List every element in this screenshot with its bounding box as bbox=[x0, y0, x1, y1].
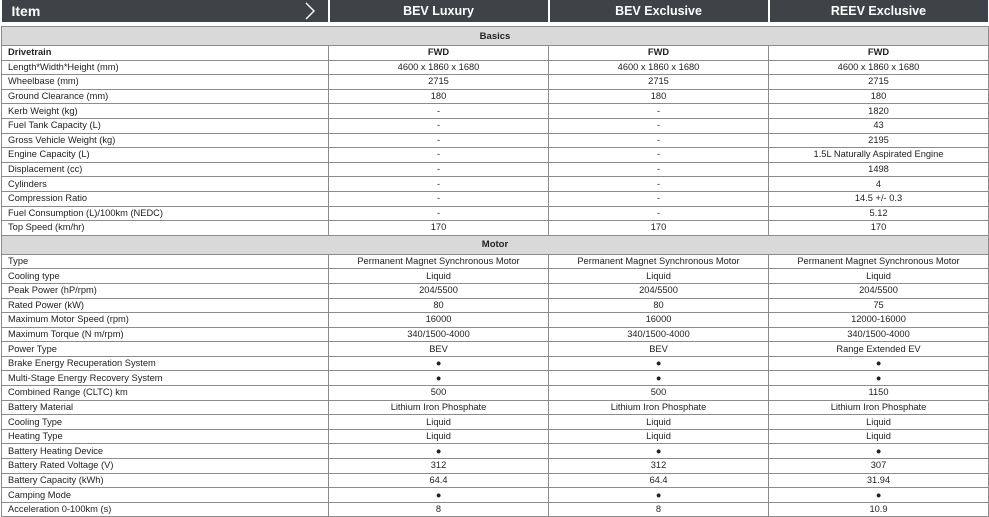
row-value: ● bbox=[769, 356, 989, 371]
row-label: Peak Power (hP/rpm) bbox=[2, 283, 329, 298]
row-value: 64.4 bbox=[549, 473, 769, 488]
row-value: 8 bbox=[549, 502, 769, 517]
row-label: Cooling type bbox=[2, 269, 329, 284]
row-label: Maximum Motor Speed (rpm) bbox=[2, 313, 329, 328]
table-row bbox=[2, 162, 989, 177]
table-row bbox=[2, 502, 989, 517]
row-value: 43 bbox=[769, 118, 989, 133]
table-row bbox=[2, 415, 989, 430]
row-value: BEV bbox=[549, 342, 769, 357]
row-label: Brake Energy Recuperation System bbox=[2, 356, 329, 371]
row-label: Acceleration 0-100km (s) bbox=[2, 502, 329, 517]
row-value: Liquid bbox=[329, 269, 549, 284]
table-row bbox=[2, 148, 989, 163]
table-row bbox=[2, 313, 989, 328]
row-value: 4 bbox=[769, 177, 989, 192]
row-value: 16000 bbox=[329, 313, 549, 328]
row-value: 204/5500 bbox=[549, 283, 769, 298]
table-row bbox=[2, 298, 989, 313]
table-row bbox=[2, 444, 989, 459]
table-row bbox=[2, 206, 989, 221]
row-label: Top Speed (km/hr) bbox=[2, 221, 329, 236]
section-title: Motor bbox=[2, 235, 989, 254]
row-value: 204/5500 bbox=[329, 283, 549, 298]
row-value: ● bbox=[329, 444, 549, 459]
row-value: FWD bbox=[769, 46, 989, 61]
table-row bbox=[2, 75, 989, 90]
row-value: - bbox=[549, 177, 769, 192]
row-value: ● bbox=[549, 356, 769, 371]
row-value: - bbox=[329, 206, 549, 221]
row-value: ● bbox=[549, 444, 769, 459]
table-row bbox=[2, 191, 989, 206]
row-value: 80 bbox=[329, 298, 549, 313]
row-value: ● bbox=[329, 371, 549, 386]
row-value: ● bbox=[769, 488, 989, 503]
row-value: Liquid bbox=[549, 269, 769, 284]
row-label: Compression Ratio bbox=[2, 191, 329, 206]
table-row bbox=[2, 133, 989, 148]
row-label: Cooling Type bbox=[2, 415, 329, 430]
row-label: Camping Mode bbox=[2, 488, 329, 503]
row-label: Type bbox=[2, 254, 329, 269]
table-body bbox=[2, 22, 989, 517]
row-value: 180 bbox=[549, 89, 769, 104]
table-row bbox=[2, 386, 989, 401]
row-value: FWD bbox=[549, 46, 769, 61]
row-label: Combined Range (CLTC) km bbox=[2, 386, 329, 401]
row-value: - bbox=[549, 104, 769, 119]
row-label: Ground Clearance (mm) bbox=[2, 89, 329, 104]
row-value: 2715 bbox=[769, 75, 989, 90]
row-value: - bbox=[549, 191, 769, 206]
row-value: 170 bbox=[329, 221, 549, 236]
column-header-reev-exclusive: REEV Exclusive bbox=[769, 0, 989, 22]
row-value: 75 bbox=[769, 298, 989, 313]
row-value: - bbox=[549, 148, 769, 163]
row-value: Lithium Iron Phosphate bbox=[329, 400, 549, 415]
row-label: Engine Capacity (L) bbox=[2, 148, 329, 163]
table-row bbox=[2, 371, 989, 386]
row-value: - bbox=[549, 118, 769, 133]
row-value: 10.9 bbox=[769, 502, 989, 517]
row-value: 500 bbox=[549, 386, 769, 401]
row-value: 12000-16000 bbox=[769, 313, 989, 328]
row-value: 4600 x 1860 x 1680 bbox=[329, 60, 549, 75]
table-row bbox=[2, 254, 989, 269]
row-value: Liquid bbox=[549, 429, 769, 444]
row-value: ● bbox=[769, 371, 989, 386]
row-value: 31.94 bbox=[769, 473, 989, 488]
row-value: 1498 bbox=[769, 162, 989, 177]
column-header-bev-exclusive: BEV Exclusive bbox=[549, 0, 769, 22]
table-row bbox=[2, 46, 989, 61]
row-value: 8 bbox=[329, 502, 549, 517]
table-row bbox=[2, 221, 989, 236]
row-value: Liquid bbox=[769, 429, 989, 444]
row-value: Lithium Iron Phosphate bbox=[549, 400, 769, 415]
row-value: 16000 bbox=[549, 313, 769, 328]
item-column-header bbox=[2, 0, 329, 22]
row-value: 204/5500 bbox=[769, 283, 989, 298]
row-value: - bbox=[549, 206, 769, 221]
row-value: - bbox=[329, 118, 549, 133]
row-value: BEV bbox=[329, 342, 549, 357]
row-value: - bbox=[329, 148, 549, 163]
table-header bbox=[2, 0, 989, 22]
row-value: 340/1500-4000 bbox=[549, 327, 769, 342]
table-row bbox=[2, 89, 989, 104]
table-row bbox=[2, 459, 989, 474]
item-label: Item bbox=[11, 3, 41, 19]
row-label: Displacement (cc) bbox=[2, 162, 329, 177]
row-label: Length*Width*Height (mm) bbox=[2, 60, 329, 75]
row-value: - bbox=[549, 133, 769, 148]
row-value: - bbox=[329, 162, 549, 177]
row-label: Maximum Torque (N m/rpm) bbox=[2, 327, 329, 342]
row-label: Battery Material bbox=[2, 400, 329, 415]
row-value: Liquid bbox=[549, 415, 769, 430]
row-value: ● bbox=[549, 371, 769, 386]
row-label: Power Type bbox=[2, 342, 329, 357]
row-value: 312 bbox=[549, 459, 769, 474]
row-value: Liquid bbox=[769, 269, 989, 284]
row-value: 307 bbox=[769, 459, 989, 474]
row-label: Rated Power (kW) bbox=[2, 298, 329, 313]
row-label: Wheelbase (mm) bbox=[2, 75, 329, 90]
row-value: 340/1500-4000 bbox=[769, 327, 989, 342]
row-label: Battery Rated Voltage (V) bbox=[2, 459, 329, 474]
spec-table bbox=[1, 0, 989, 517]
row-value: Permanent Magnet Synchronous Motor bbox=[329, 254, 549, 269]
row-value: - bbox=[329, 133, 549, 148]
row-value: Liquid bbox=[329, 429, 549, 444]
row-label: Heating Type bbox=[2, 429, 329, 444]
row-value: - bbox=[329, 104, 549, 119]
column-header-bev-luxury: BEV Luxury bbox=[329, 0, 549, 22]
table-row bbox=[2, 269, 989, 284]
table-row bbox=[2, 177, 989, 192]
row-value: 2715 bbox=[329, 75, 549, 90]
row-value: ● bbox=[329, 488, 549, 503]
table-row bbox=[2, 118, 989, 133]
row-value: - bbox=[549, 162, 769, 177]
row-value: ● bbox=[329, 356, 549, 371]
row-value: Liquid bbox=[329, 415, 549, 430]
row-value: Permanent Magnet Synchronous Motor bbox=[549, 254, 769, 269]
row-value: 1.5L Naturally Aspirated Engine bbox=[769, 148, 989, 163]
table-row bbox=[2, 104, 989, 119]
section-title: Basics bbox=[2, 27, 989, 46]
row-value: 1150 bbox=[769, 386, 989, 401]
row-value: 340/1500-4000 bbox=[329, 327, 549, 342]
chevron-right-icon bbox=[304, 2, 316, 20]
row-label: Gross Vehicle Weight (kg) bbox=[2, 133, 329, 148]
row-label: Cylinders bbox=[2, 177, 329, 192]
row-value: Range Extended EV bbox=[769, 342, 989, 357]
row-value: 2715 bbox=[549, 75, 769, 90]
row-label: Drivetrain bbox=[2, 46, 329, 61]
row-value: FWD bbox=[329, 46, 549, 61]
row-value: 170 bbox=[769, 221, 989, 236]
row-value: Liquid bbox=[769, 415, 989, 430]
row-value: Lithium Iron Phosphate bbox=[769, 400, 989, 415]
row-value: 64.4 bbox=[329, 473, 549, 488]
row-label: Fuel Consumption (L)/100km (NEDC) bbox=[2, 206, 329, 221]
section-header-basics bbox=[2, 27, 989, 46]
row-value: ● bbox=[769, 444, 989, 459]
table-row bbox=[2, 488, 989, 503]
row-label: Battery Capacity (kWh) bbox=[2, 473, 329, 488]
row-value: 180 bbox=[769, 89, 989, 104]
row-value: 4600 x 1860 x 1680 bbox=[769, 60, 989, 75]
table-row bbox=[2, 473, 989, 488]
section-header-motor bbox=[2, 235, 989, 254]
row-value: 80 bbox=[549, 298, 769, 313]
row-label: Battery Heating Device bbox=[2, 444, 329, 459]
table-row bbox=[2, 342, 989, 357]
row-label: Multi-Stage Energy Recovery System bbox=[2, 371, 329, 386]
row-value: 14.5 +/- 0.3 bbox=[769, 191, 989, 206]
table-row bbox=[2, 60, 989, 75]
table-row bbox=[2, 327, 989, 342]
table-row bbox=[2, 356, 989, 371]
row-value: 4600 x 1860 x 1680 bbox=[549, 60, 769, 75]
row-value: ● bbox=[549, 488, 769, 503]
row-value: 170 bbox=[549, 221, 769, 236]
table-row bbox=[2, 283, 989, 298]
table-row bbox=[2, 400, 989, 415]
row-value: 2195 bbox=[769, 133, 989, 148]
row-label: Kerb Weight (kg) bbox=[2, 104, 329, 119]
row-value: 500 bbox=[329, 386, 549, 401]
row-label: Fuel Tank Capacity (L) bbox=[2, 118, 329, 133]
row-value: 5.12 bbox=[769, 206, 989, 221]
row-value: Permanent Magnet Synchronous Motor bbox=[769, 254, 989, 269]
table-row bbox=[2, 429, 989, 444]
row-value: 180 bbox=[329, 89, 549, 104]
row-value: - bbox=[329, 191, 549, 206]
row-value: 1820 bbox=[769, 104, 989, 119]
row-value: - bbox=[329, 177, 549, 192]
row-value: 312 bbox=[329, 459, 549, 474]
